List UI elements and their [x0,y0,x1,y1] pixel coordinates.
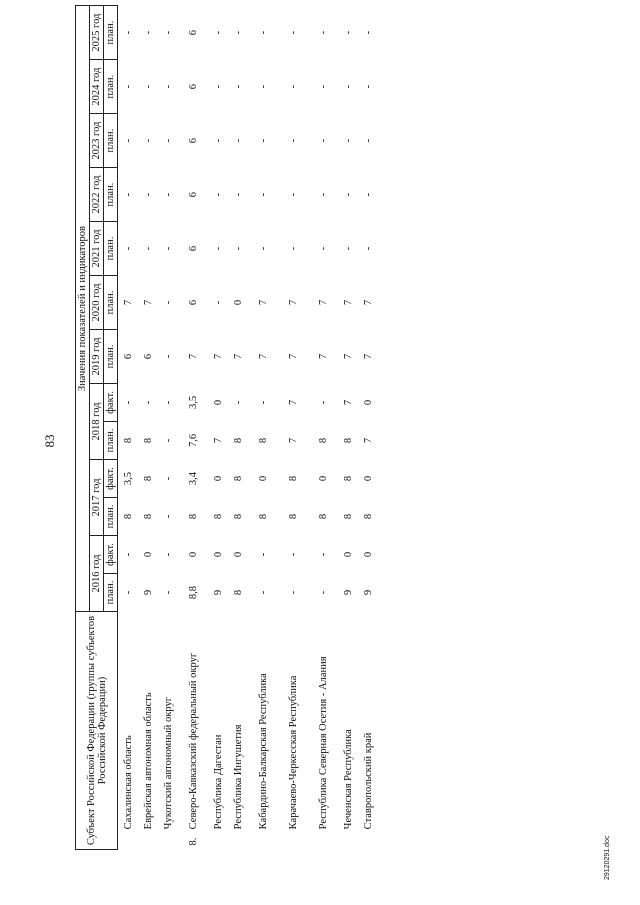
row-number [138,832,158,849]
value-cell: 0 [362,551,374,558]
value-cell: - [232,192,244,197]
value-cell: - [162,354,174,359]
table-row [358,6,378,850]
value-cell: 0 [342,551,354,558]
value-cell: - [142,192,154,197]
row-number [308,832,338,849]
plan-subheader: план. [104,60,118,114]
value-cell: - [362,138,374,143]
year-header: 2018 год [90,383,104,459]
value-cell: 8 [232,589,244,596]
value-cell: - [342,30,354,35]
value-cell: 7 [287,399,299,406]
value-cell: 0 [187,551,199,558]
value-cell: 8 [257,437,269,444]
value-cell: 8 [317,513,329,520]
year-header: 2019 год [90,329,104,383]
value-cell: - [122,552,134,557]
value-cell: 0 [212,551,224,558]
value-cell: - [162,30,174,35]
value-cell: 8 [232,437,244,444]
value-cell: - [162,590,174,595]
table-row [208,6,228,850]
row-number [338,832,358,849]
table-row [278,6,308,850]
value-cell: - [317,400,329,405]
subject-header: Субъект Российской Федерации (группы субъектов Российской Федерации) [76,612,118,850]
value-cell: 8 [122,513,134,520]
value-cell: - [122,400,134,405]
value-cell: 0 [362,475,374,482]
value-cell: - [362,84,374,89]
row-number [118,832,139,849]
table-row [308,6,338,850]
row-number [278,832,308,849]
plan-subheader: план. [104,574,118,612]
year-header: 2023 год [90,114,104,168]
value-cell: - [287,84,299,89]
value-cell: - [287,192,299,197]
value-cell: 8 [317,437,329,444]
region-name: Северо-Кавказский федеральный округ [187,652,199,830]
fact-subheader: факт. [104,383,118,421]
value-cell: - [232,246,244,251]
value-cell: 8 [187,513,199,520]
value-cell: 6 [187,29,199,36]
table-row [158,6,178,850]
value-cell: 3,5 [122,471,134,486]
table-row [178,6,208,850]
value-cell: - [162,192,174,197]
plan-subheader: план. [104,168,118,222]
value-cell: 7 [232,353,244,360]
year-header: 2025 год [90,6,104,60]
region-name: Чеченская Республика [342,729,354,830]
value-cell: 8,8 [187,585,199,600]
row-number [158,832,178,849]
value-cell: 7 [122,299,134,306]
value-cell: - [257,192,269,197]
row-number [358,832,378,849]
value-cell: - [362,192,374,197]
value-cell: - [317,192,329,197]
value-cell: 0 [257,475,269,482]
value-cell: - [287,590,299,595]
year-header: 2016 год [90,536,104,612]
value-cell: - [342,192,354,197]
value-cell: 7 [257,299,269,306]
value-cell: 7 [317,353,329,360]
value-cell: - [317,30,329,35]
value-cell: 8 [212,513,224,520]
plan-subheader: план. [104,276,118,330]
value-cell: 7 [317,299,329,306]
value-cell: 7 [342,399,354,406]
value-cell: - [257,30,269,35]
value-cell: 6 [187,84,199,90]
row-number: 8. [187,837,199,846]
value-cell: 8 [122,437,134,444]
region-name: Сахалинская область [122,735,134,830]
value-cell: 7 [342,299,354,306]
value-cell: - [257,552,269,557]
value-cell: 9 [362,589,374,596]
value-cell: - [257,246,269,251]
value-cell: - [122,590,134,595]
value-cell: 0 [232,551,244,558]
value-cell: - [122,30,134,35]
value-cell: - [212,84,224,89]
value-cell: 6 [122,353,134,360]
value-cell: - [257,138,269,143]
value-cell: - [287,246,299,251]
value-cell: 7 [287,437,299,444]
value-cell: - [142,138,154,143]
region-name: Кабардино-Балкарская Республика [257,673,269,830]
value-cell: - [142,84,154,89]
fact-subheader: факт. [104,459,118,497]
value-cell: 7 [142,299,154,306]
table-row [338,6,358,850]
value-cell: 3,4 [187,471,199,486]
plan-subheader: план. [104,498,118,536]
page-number: 83 [42,434,57,448]
value-cell: 8 [342,475,354,482]
value-cell: - [162,246,174,251]
value-cell: 6 [187,299,199,306]
year-header: 2020 год [90,276,104,330]
value-cell: 7 [287,299,299,306]
table-row [138,6,158,850]
value-cell: - [162,476,174,481]
value-cell: - [317,590,329,595]
value-cell: - [162,514,174,519]
plan-subheader: план. [104,114,118,168]
value-cell: - [122,246,134,251]
table-row [118,6,139,850]
value-cell: - [142,30,154,35]
year-header: 2024 год [90,60,104,114]
value-cell: 8 [342,437,354,444]
value-cell: - [287,30,299,35]
value-cell: - [142,400,154,405]
region-name: Еврейская автономная область [142,692,154,830]
value-cell: 0 [362,399,374,406]
region-name: Чукотский автономный округ [162,696,174,830]
value-cell: 0 [142,551,154,558]
value-cell: 8 [342,513,354,520]
value-cell: 8 [232,475,244,482]
row-number [248,832,278,849]
value-cell: 8 [142,513,154,520]
plan-subheader: план. [104,6,118,60]
value-cell: - [122,138,134,143]
indicators-header: Значения показателей и индикаторов [76,6,90,612]
region-name: Республика Дагестан [212,734,224,830]
value-cell: 7 [342,353,354,360]
value-cell: 8 [287,513,299,520]
value-cell: - [212,138,224,143]
value-cell: 0 [212,399,224,406]
value-cell: - [362,30,374,35]
value-cell: - [212,30,224,35]
value-cell: - [162,138,174,143]
value-cell: - [142,246,154,251]
value-cell: - [162,400,174,405]
value-cell: 3,5 [187,395,199,410]
region-name: Ставропольский край [362,732,374,830]
value-cell: - [342,84,354,89]
value-cell: 6 [142,353,154,360]
row-number [228,832,248,849]
value-cell: 7,6 [187,433,199,448]
value-cell: 8 [142,475,154,482]
value-cell: - [287,138,299,143]
value-cell: - [232,400,244,405]
value-cell: 9 [212,589,224,596]
value-cell: - [317,84,329,89]
value-cell: - [317,138,329,143]
value-cell: 0 [317,475,329,482]
value-cell: 0 [212,475,224,482]
value-cell: - [212,300,224,305]
value-cell: 8 [142,437,154,444]
region-name: Республика Ингушетия [232,724,244,830]
value-cell: - [362,246,374,251]
year-header: 2021 год [90,222,104,276]
value-cell: - [257,84,269,89]
row-number [208,832,228,849]
value-cell: - [342,138,354,143]
value-cell: 7 [212,353,224,360]
value-cell: - [162,84,174,89]
table-row [228,6,248,850]
value-cell: - [287,552,299,557]
value-cell: 9 [142,589,154,596]
value-cell: 6 [187,245,199,252]
value-cell: - [122,84,134,89]
value-cell: - [162,438,174,443]
footer-code: 29120291.doc [604,835,611,880]
plan-subheader: план. [104,329,118,383]
value-cell: 6 [187,191,199,198]
value-cell: - [212,246,224,251]
indicators-table [75,5,378,850]
value-cell: 8 [232,513,244,520]
value-cell: - [232,138,244,143]
value-cell: - [257,400,269,405]
year-header: 2022 год [90,168,104,222]
value-cell: 7 [287,353,299,360]
region-name: Республика Северная Осетия - Алания [317,656,329,830]
value-cell: 7 [362,299,374,306]
value-cell: 7 [257,353,269,360]
plan-subheader: план. [104,421,118,459]
value-cell: 7 [187,353,199,360]
value-cell: 8 [257,513,269,520]
value-cell: 9 [342,589,354,596]
year-header: 2017 год [90,459,104,535]
value-cell: 6 [187,137,199,144]
value-cell: - [257,590,269,595]
value-cell: 8 [287,475,299,482]
value-cell: - [212,192,224,197]
value-cell: - [317,246,329,251]
value-cell: - [162,300,174,305]
region-name: Карачаево-Черкесская Республика [287,675,299,830]
value-cell: - [232,30,244,35]
fact-subheader: факт. [104,536,118,574]
table-row [248,6,278,850]
value-cell: 7 [362,437,374,444]
rotated-table-page [75,5,600,850]
value-cell: 7 [212,437,224,444]
value-cell: 7 [362,353,374,360]
value-cell: - [232,84,244,89]
value-cell: - [342,246,354,251]
value-cell: 0 [232,299,244,306]
value-cell: - [317,552,329,557]
value-cell: 8 [362,513,374,520]
value-cell: - [122,192,134,197]
value-cell: - [162,552,174,557]
plan-subheader: план. [104,222,118,276]
